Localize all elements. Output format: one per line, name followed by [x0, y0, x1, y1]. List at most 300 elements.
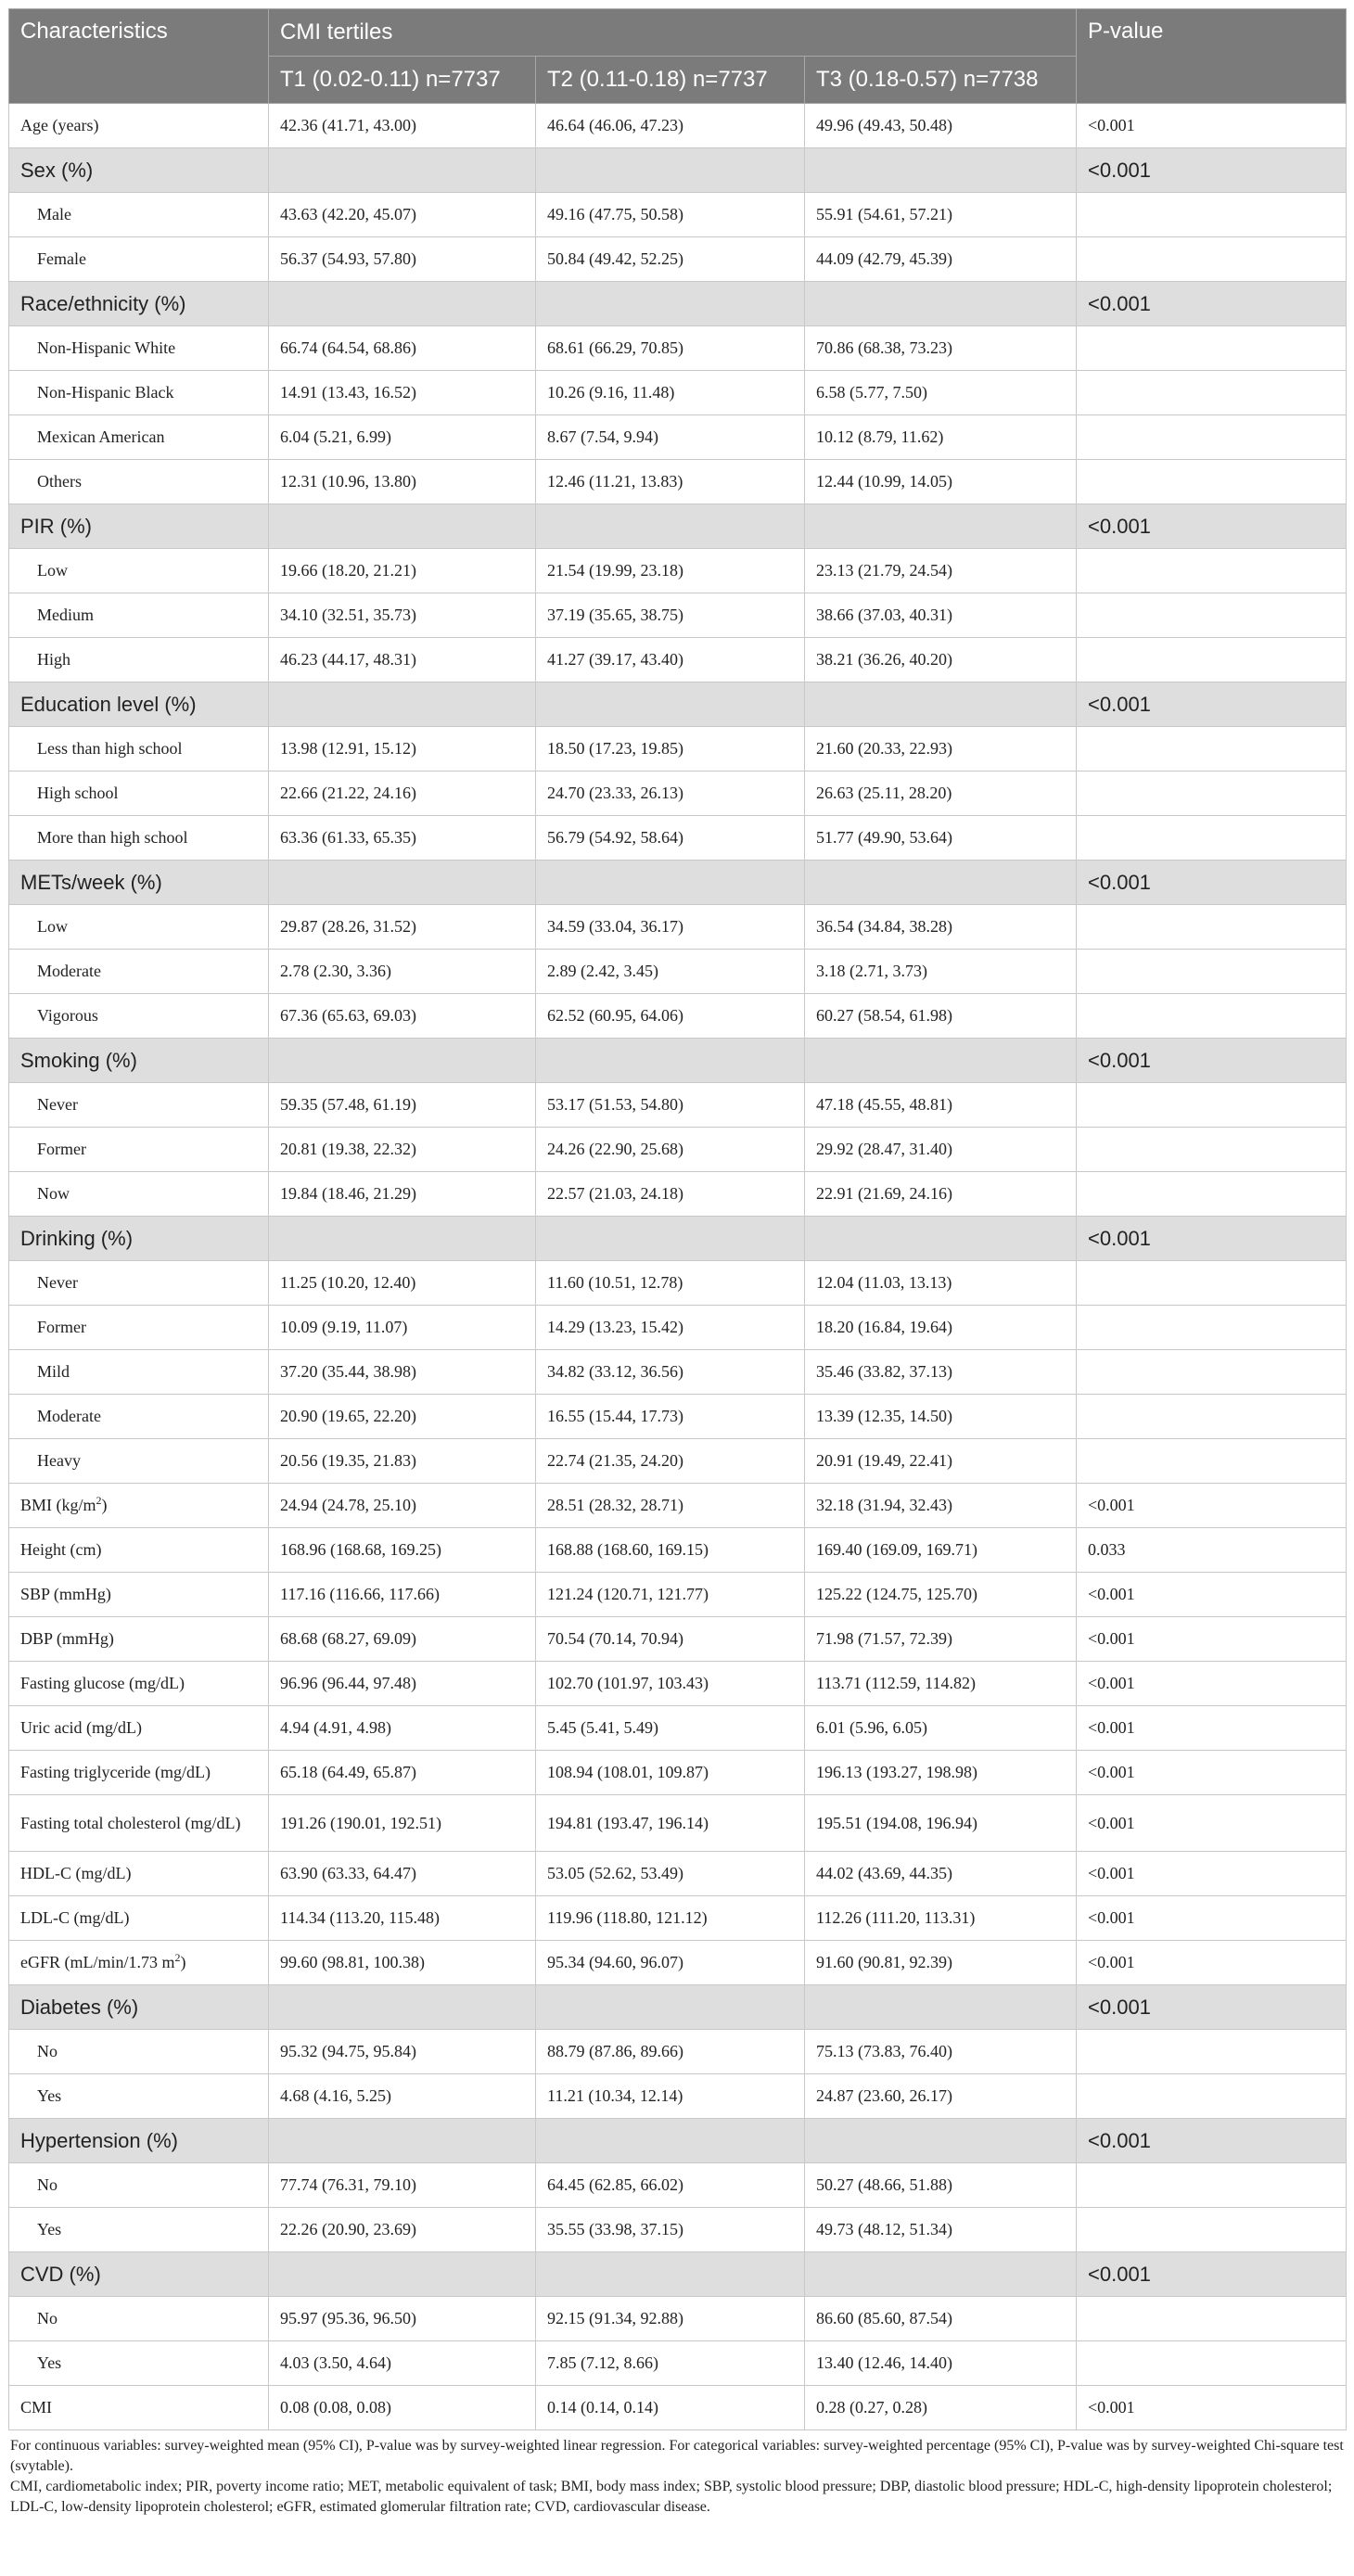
table-footnotes [8, 2436, 1346, 2518]
p-value-cell [1077, 460, 1347, 504]
variable-row [9, 1528, 1347, 1573]
t1-value-cell: 56.37 (54.93, 57.80) [269, 237, 536, 282]
t3-value-cell: 36.54 (34.84, 38.28) [805, 905, 1077, 950]
t3-value-cell: 20.91 (19.49, 22.41) [805, 1439, 1077, 1484]
t1-value-cell: 68.68 (68.27, 69.09) [269, 1617, 536, 1662]
row-label: Yes [9, 2074, 269, 2119]
t3-value-cell: 55.91 (54.61, 57.21) [805, 193, 1077, 237]
category-row [9, 282, 1347, 326]
p-value-cell: <0.001 [1077, 861, 1347, 905]
row-label: HDL-C (mg/dL) [9, 1852, 269, 1896]
t3-value-cell: 91.60 (90.81, 92.39) [805, 1941, 1077, 1985]
p-value-cell [1077, 1261, 1347, 1306]
t2-value-cell: 11.21 (10.34, 12.14) [536, 2074, 805, 2119]
t1-value-cell: 19.66 (18.20, 21.21) [269, 549, 536, 593]
p-value-cell [1077, 1083, 1347, 1128]
header-cmi-tertiles: CMI tertiles [269, 9, 1077, 57]
empty-cell [805, 861, 1077, 905]
p-value-cell [1077, 950, 1347, 994]
empty-cell [269, 682, 536, 727]
category-label: Smoking (%) [9, 1039, 269, 1083]
t1-value-cell: 63.90 (63.33, 64.47) [269, 1852, 536, 1896]
t2-value-cell: 24.70 (23.33, 26.13) [536, 772, 805, 816]
p-value-cell [1077, 593, 1347, 638]
t2-value-cell: 5.45 (5.41, 5.49) [536, 1706, 805, 1751]
empty-cell [269, 282, 536, 326]
subgroup-row [9, 1350, 1347, 1395]
row-label: Never [9, 1261, 269, 1306]
t1-value-cell: 13.98 (12.91, 15.12) [269, 727, 536, 772]
t2-value-cell: 194.81 (193.47, 196.14) [536, 1795, 805, 1852]
row-label: High [9, 638, 269, 682]
empty-cell [805, 148, 1077, 193]
category-label: PIR (%) [9, 504, 269, 549]
subgroup-row [9, 772, 1347, 816]
t2-value-cell: 46.64 (46.06, 47.23) [536, 104, 805, 148]
row-label: Less than high school [9, 727, 269, 772]
p-value-cell: 0.033 [1077, 1528, 1347, 1573]
category-row [9, 1039, 1347, 1083]
t3-value-cell: 29.92 (28.47, 31.40) [805, 1128, 1077, 1172]
category-row [9, 1985, 1347, 2030]
t3-value-cell: 18.20 (16.84, 19.64) [805, 1306, 1077, 1350]
t3-value-cell: 50.27 (48.66, 51.88) [805, 2163, 1077, 2208]
t2-value-cell: 7.85 (7.12, 8.66) [536, 2341, 805, 2386]
empty-cell [536, 861, 805, 905]
p-value-cell: <0.001 [1077, 1985, 1347, 2030]
p-value-cell: <0.001 [1077, 1751, 1347, 1795]
category-row [9, 1217, 1347, 1261]
t1-value-cell: 168.96 (168.68, 169.25) [269, 1528, 536, 1573]
p-value-cell: <0.001 [1077, 2119, 1347, 2163]
t1-value-cell: 95.32 (94.75, 95.84) [269, 2030, 536, 2074]
t2-value-cell: 102.70 (101.97, 103.43) [536, 1662, 805, 1706]
empty-cell [536, 1217, 805, 1261]
p-value-cell [1077, 905, 1347, 950]
row-label: Fasting total cholesterol (mg/dL) [9, 1795, 269, 1852]
category-row [9, 861, 1347, 905]
t2-value-cell: 68.61 (66.29, 70.85) [536, 326, 805, 371]
t3-value-cell: 112.26 (111.20, 113.31) [805, 1896, 1077, 1941]
t3-value-cell: 38.66 (37.03, 40.31) [805, 593, 1077, 638]
table-container [8, 8, 1346, 2518]
subgroup-row [9, 326, 1347, 371]
subgroup-row [9, 549, 1347, 593]
header-t2: T2 (0.11-0.18) n=7737 [536, 57, 805, 104]
footnote-abbreviations: CMI, cardiometabolic index; PIR, poverty income ratio; MET, metabolic equivalent of task; BMI, body mass index; SBP, systolic blood pressure; DBP, diastolic blood pressure; HDL-C, high-density lipoprotein cholesterol; LDL-C, low-density lipoprotein cholesterol; eGFR, estimated glomerular filtration rate; CVD, cardiovascular disease. [10, 2479, 1333, 2515]
t3-value-cell: 12.04 (11.03, 13.13) [805, 1261, 1077, 1306]
table-body [9, 104, 1347, 2430]
empty-cell [805, 2119, 1077, 2163]
t3-value-cell: 86.60 (85.60, 87.54) [805, 2297, 1077, 2341]
variable-row [9, 1852, 1347, 1896]
t1-value-cell: 37.20 (35.44, 38.98) [269, 1350, 536, 1395]
empty-cell [805, 1217, 1077, 1261]
t1-value-cell: 191.26 (190.01, 192.51) [269, 1795, 536, 1852]
t3-value-cell: 49.73 (48.12, 51.34) [805, 2208, 1077, 2252]
subgroup-row [9, 1083, 1347, 1128]
t2-value-cell: 56.79 (54.92, 58.64) [536, 816, 805, 861]
empty-cell [269, 861, 536, 905]
row-label: Moderate [9, 950, 269, 994]
p-value-cell: <0.001 [1077, 1662, 1347, 1706]
empty-cell [805, 2252, 1077, 2297]
variable-row [9, 1795, 1347, 1852]
subgroup-row [9, 2297, 1347, 2341]
t2-value-cell: 37.19 (35.65, 38.75) [536, 593, 805, 638]
category-row [9, 2252, 1347, 2297]
row-label: Mild [9, 1350, 269, 1395]
footnote-methods: For continuous variables: survey-weighted mean (95% CI), P-value was by survey-weighted linear regression. For categorical variables: survey-weighted percentage (95% CI), P-value was by survey-weighted Chi-square test (svytable). [10, 2438, 1344, 2474]
row-label: SBP (mmHg) [9, 1573, 269, 1617]
t3-value-cell: 6.58 (5.77, 7.50) [805, 371, 1077, 415]
header-t1: T1 (0.02-0.11) n=7737 [269, 57, 536, 104]
empty-cell [269, 1217, 536, 1261]
subgroup-row [9, 1172, 1347, 1217]
t2-value-cell: 92.15 (91.34, 92.88) [536, 2297, 805, 2341]
p-value-cell: <0.001 [1077, 1039, 1347, 1083]
row-label: Never [9, 1083, 269, 1128]
t3-value-cell: 24.87 (23.60, 26.17) [805, 2074, 1077, 2119]
header-row-1 [9, 9, 1347, 57]
p-value-cell [1077, 1306, 1347, 1350]
subgroup-row [9, 415, 1347, 460]
category-label: CVD (%) [9, 2252, 269, 2297]
p-value-cell: <0.001 [1077, 1573, 1347, 1617]
row-label: Non-Hispanic Black [9, 371, 269, 415]
row-label: DBP (mmHg) [9, 1617, 269, 1662]
p-value-cell: <0.001 [1077, 1217, 1347, 1261]
t3-value-cell: 22.91 (21.69, 24.16) [805, 1172, 1077, 1217]
row-label: Vigorous [9, 994, 269, 1039]
t1-value-cell: 4.68 (4.16, 5.25) [269, 2074, 536, 2119]
row-label-text: BMI (kg/m [20, 1496, 96, 1514]
category-label: Sex (%) [9, 148, 269, 193]
p-value-cell: <0.001 [1077, 2252, 1347, 2297]
p-value-cell [1077, 1439, 1347, 1484]
empty-cell [805, 682, 1077, 727]
t2-value-cell: 10.26 (9.16, 11.48) [536, 371, 805, 415]
empty-cell [536, 1985, 805, 2030]
subgroup-row [9, 727, 1347, 772]
p-value-cell: <0.001 [1077, 1617, 1347, 1662]
t1-value-cell: 67.36 (65.63, 69.03) [269, 994, 536, 1039]
t2-value-cell: 28.51 (28.32, 28.71) [536, 1484, 805, 1528]
subgroup-row [9, 193, 1347, 237]
empty-cell [269, 2119, 536, 2163]
category-row [9, 504, 1347, 549]
empty-cell [536, 504, 805, 549]
t3-value-cell: 113.71 (112.59, 114.82) [805, 1662, 1077, 1706]
empty-cell [269, 504, 536, 549]
empty-cell [536, 2119, 805, 2163]
row-label: Male [9, 193, 269, 237]
row-label: Former [9, 1306, 269, 1350]
subgroup-row [9, 1128, 1347, 1172]
row-label: Uric acid (mg/dL) [9, 1706, 269, 1751]
subgroup-row [9, 816, 1347, 861]
t2-value-cell: 53.17 (51.53, 54.80) [536, 1083, 805, 1128]
t2-value-cell: 88.79 (87.86, 89.66) [536, 2030, 805, 2074]
t3-value-cell: 23.13 (21.79, 24.54) [805, 549, 1077, 593]
p-value-cell: <0.001 [1077, 1896, 1347, 1941]
row-label [9, 1941, 269, 1985]
subgroup-row [9, 1261, 1347, 1306]
empty-cell [269, 148, 536, 193]
variable-row [9, 1573, 1347, 1617]
t2-value-cell: 22.57 (21.03, 24.18) [536, 1172, 805, 1217]
t1-value-cell: 117.16 (116.66, 117.66) [269, 1573, 536, 1617]
t1-value-cell: 43.63 (42.20, 45.07) [269, 193, 536, 237]
empty-cell [269, 1039, 536, 1083]
t2-value-cell: 50.84 (49.42, 52.25) [536, 237, 805, 282]
t3-value-cell: 60.27 (58.54, 61.98) [805, 994, 1077, 1039]
subgroup-row [9, 2030, 1347, 2074]
p-value-cell [1077, 1128, 1347, 1172]
t3-value-cell: 6.01 (5.96, 6.05) [805, 1706, 1077, 1751]
table-header [9, 9, 1347, 104]
row-label-suffix: ) [180, 1953, 186, 1971]
t2-value-cell: 119.96 (118.80, 121.12) [536, 1896, 805, 1941]
t2-value-cell: 18.50 (17.23, 19.85) [536, 727, 805, 772]
t2-value-cell: 34.82 (33.12, 36.56) [536, 1350, 805, 1395]
t2-value-cell: 34.59 (33.04, 36.17) [536, 905, 805, 950]
t1-value-cell: 0.08 (0.08, 0.08) [269, 2386, 536, 2430]
p-value-cell: <0.001 [1077, 1852, 1347, 1896]
p-value-cell [1077, 772, 1347, 816]
row-label: No [9, 2030, 269, 2074]
category-row [9, 682, 1347, 727]
t3-value-cell: 47.18 (45.55, 48.81) [805, 1083, 1077, 1128]
header-characteristics: Characteristics [9, 9, 269, 104]
t1-value-cell: 11.25 (10.20, 12.40) [269, 1261, 536, 1306]
t3-value-cell: 195.51 (194.08, 196.94) [805, 1795, 1077, 1852]
subgroup-row [9, 237, 1347, 282]
p-value-cell [1077, 2163, 1347, 2208]
category-label: Race/ethnicity (%) [9, 282, 269, 326]
t2-value-cell: 2.89 (2.42, 3.45) [536, 950, 805, 994]
t1-value-cell: 24.94 (24.78, 25.10) [269, 1484, 536, 1528]
category-label: Hypertension (%) [9, 2119, 269, 2163]
row-label: Female [9, 237, 269, 282]
category-label: Diabetes (%) [9, 1985, 269, 2030]
row-label: Fasting glucose (mg/dL) [9, 1662, 269, 1706]
t3-value-cell: 21.60 (20.33, 22.93) [805, 727, 1077, 772]
empty-cell [805, 1039, 1077, 1083]
t3-value-cell: 71.98 (71.57, 72.39) [805, 1617, 1077, 1662]
t1-value-cell: 99.60 (98.81, 100.38) [269, 1941, 536, 1985]
t2-value-cell: 41.27 (39.17, 43.40) [536, 638, 805, 682]
p-value-cell [1077, 326, 1347, 371]
subgroup-row [9, 460, 1347, 504]
t2-value-cell: 168.88 (168.60, 169.15) [536, 1528, 805, 1573]
row-label: Medium [9, 593, 269, 638]
t1-value-cell: 66.74 (64.54, 68.86) [269, 326, 536, 371]
superscript: 2 [174, 1951, 181, 1964]
empty-cell [536, 148, 805, 193]
t3-value-cell: 169.40 (169.09, 169.71) [805, 1528, 1077, 1573]
p-value-cell [1077, 2208, 1347, 2252]
variable-row [9, 1941, 1347, 1985]
t3-value-cell: 13.39 (12.35, 14.50) [805, 1395, 1077, 1439]
t2-value-cell: 12.46 (11.21, 13.83) [536, 460, 805, 504]
header-p-value: P-value [1077, 9, 1347, 104]
p-value-cell: <0.001 [1077, 682, 1347, 727]
t2-value-cell: 70.54 (70.14, 70.94) [536, 1617, 805, 1662]
p-value-cell [1077, 237, 1347, 282]
empty-cell [536, 282, 805, 326]
subgroup-row [9, 638, 1347, 682]
t2-value-cell: 16.55 (15.44, 17.73) [536, 1395, 805, 1439]
p-value-cell: <0.001 [1077, 1795, 1347, 1852]
t3-value-cell: 70.86 (68.38, 73.23) [805, 326, 1077, 371]
row-label: Others [9, 460, 269, 504]
t3-value-cell: 13.40 (12.46, 14.40) [805, 2341, 1077, 2386]
t1-value-cell: 22.26 (20.90, 23.69) [269, 2208, 536, 2252]
t3-value-cell: 35.46 (33.82, 37.13) [805, 1350, 1077, 1395]
t1-value-cell: 96.96 (96.44, 97.48) [269, 1662, 536, 1706]
empty-cell [805, 1985, 1077, 2030]
row-label: No [9, 2163, 269, 2208]
p-value-cell: <0.001 [1077, 1484, 1347, 1528]
row-label: More than high school [9, 816, 269, 861]
subgroup-row [9, 950, 1347, 994]
row-label: Low [9, 549, 269, 593]
t1-value-cell: 20.90 (19.65, 22.20) [269, 1395, 536, 1439]
t1-value-cell: 95.97 (95.36, 96.50) [269, 2297, 536, 2341]
subgroup-row [9, 2163, 1347, 2208]
p-value-cell [1077, 816, 1347, 861]
variable-row [9, 1896, 1347, 1941]
empty-cell [805, 504, 1077, 549]
t2-value-cell: 22.74 (21.35, 24.20) [536, 1439, 805, 1484]
t1-value-cell: 4.94 (4.91, 4.98) [269, 1706, 536, 1751]
subgroup-row [9, 905, 1347, 950]
category-row [9, 148, 1347, 193]
t2-value-cell: 8.67 (7.54, 9.94) [536, 415, 805, 460]
t3-value-cell: 32.18 (31.94, 32.43) [805, 1484, 1077, 1528]
header-t3: T3 (0.18-0.57) n=7738 [805, 57, 1077, 104]
subgroup-row [9, 1306, 1347, 1350]
t2-value-cell: 49.16 (47.75, 50.58) [536, 193, 805, 237]
subgroup-row [9, 1439, 1347, 1484]
category-row [9, 2119, 1347, 2163]
variable-row [9, 1484, 1347, 1528]
row-label: Yes [9, 2341, 269, 2386]
empty-cell [536, 1039, 805, 1083]
t1-value-cell: 2.78 (2.30, 3.36) [269, 950, 536, 994]
t1-value-cell: 19.84 (18.46, 21.29) [269, 1172, 536, 1217]
row-label: CMI [9, 2386, 269, 2430]
t1-value-cell: 20.56 (19.35, 21.83) [269, 1439, 536, 1484]
p-value-cell: <0.001 [1077, 2386, 1347, 2430]
category-label: Drinking (%) [9, 1217, 269, 1261]
t3-value-cell: 49.96 (49.43, 50.48) [805, 104, 1077, 148]
t2-value-cell: 95.34 (94.60, 96.07) [536, 1941, 805, 1985]
t1-value-cell: 114.34 (113.20, 115.48) [269, 1896, 536, 1941]
row-label: Height (cm) [9, 1528, 269, 1573]
p-value-cell [1077, 2297, 1347, 2341]
variable-row [9, 2386, 1347, 2430]
t2-value-cell: 64.45 (62.85, 66.02) [536, 2163, 805, 2208]
t3-value-cell: 44.02 (43.69, 44.35) [805, 1852, 1077, 1896]
t1-value-cell: 6.04 (5.21, 6.99) [269, 415, 536, 460]
p-value-cell [1077, 1172, 1347, 1217]
superscript: 2 [96, 1494, 102, 1507]
row-label: LDL-C (mg/dL) [9, 1896, 269, 1941]
row-label: High school [9, 772, 269, 816]
t1-value-cell: 63.36 (61.33, 65.35) [269, 816, 536, 861]
subgroup-row [9, 1395, 1347, 1439]
row-label: Former [9, 1128, 269, 1172]
t1-value-cell: 4.03 (3.50, 4.64) [269, 2341, 536, 2386]
empty-cell [536, 682, 805, 727]
p-value-cell: <0.001 [1077, 1941, 1347, 1985]
p-value-cell [1077, 193, 1347, 237]
p-value-cell: <0.001 [1077, 104, 1347, 148]
row-label: Age (years) [9, 104, 269, 148]
t2-value-cell: 24.26 (22.90, 25.68) [536, 1128, 805, 1172]
t3-value-cell: 75.13 (73.83, 76.40) [805, 2030, 1077, 2074]
p-value-cell [1077, 994, 1347, 1039]
t1-value-cell: 12.31 (10.96, 13.80) [269, 460, 536, 504]
t3-value-cell: 38.21 (36.26, 40.20) [805, 638, 1077, 682]
p-value-cell [1077, 549, 1347, 593]
t3-value-cell: 10.12 (8.79, 11.62) [805, 415, 1077, 460]
empty-cell [269, 2252, 536, 2297]
t3-value-cell: 125.22 (124.75, 125.70) [805, 1573, 1077, 1617]
empty-cell [269, 1985, 536, 2030]
subgroup-row [9, 2074, 1347, 2119]
p-value-cell [1077, 2341, 1347, 2386]
row-label: Non-Hispanic White [9, 326, 269, 371]
subgroup-row [9, 371, 1347, 415]
t3-value-cell: 3.18 (2.71, 3.73) [805, 950, 1077, 994]
t2-value-cell: 14.29 (13.23, 15.42) [536, 1306, 805, 1350]
row-label: Heavy [9, 1439, 269, 1484]
t1-value-cell: 20.81 (19.38, 22.32) [269, 1128, 536, 1172]
p-value-cell [1077, 1395, 1347, 1439]
t1-value-cell: 34.10 (32.51, 35.73) [269, 593, 536, 638]
variable-row [9, 1751, 1347, 1795]
variable-row [9, 1617, 1347, 1662]
subgroup-row [9, 2208, 1347, 2252]
cmi-tertiles-table [8, 8, 1347, 2430]
t2-value-cell: 62.52 (60.95, 64.06) [536, 994, 805, 1039]
t3-value-cell: 12.44 (10.99, 14.05) [805, 460, 1077, 504]
t3-value-cell: 44.09 (42.79, 45.39) [805, 237, 1077, 282]
t2-value-cell: 121.24 (120.71, 121.77) [536, 1573, 805, 1617]
t1-value-cell: 46.23 (44.17, 48.31) [269, 638, 536, 682]
t2-value-cell: 0.14 (0.14, 0.14) [536, 2386, 805, 2430]
subgroup-row [9, 2341, 1347, 2386]
p-value-cell [1077, 2074, 1347, 2119]
subgroup-row [9, 593, 1347, 638]
t3-value-cell: 0.28 (0.27, 0.28) [805, 2386, 1077, 2430]
p-value-cell: <0.001 [1077, 504, 1347, 549]
variable-row [9, 1662, 1347, 1706]
t1-value-cell: 77.74 (76.31, 79.10) [269, 2163, 536, 2208]
t1-value-cell: 14.91 (13.43, 16.52) [269, 371, 536, 415]
p-value-cell [1077, 638, 1347, 682]
p-value-cell: <0.001 [1077, 282, 1347, 326]
row-label: Yes [9, 2208, 269, 2252]
t1-value-cell: 65.18 (64.49, 65.87) [269, 1751, 536, 1795]
row-label: Now [9, 1172, 269, 1217]
p-value-cell: <0.001 [1077, 1706, 1347, 1751]
t1-value-cell: 59.35 (57.48, 61.19) [269, 1083, 536, 1128]
row-label [9, 1484, 269, 1528]
